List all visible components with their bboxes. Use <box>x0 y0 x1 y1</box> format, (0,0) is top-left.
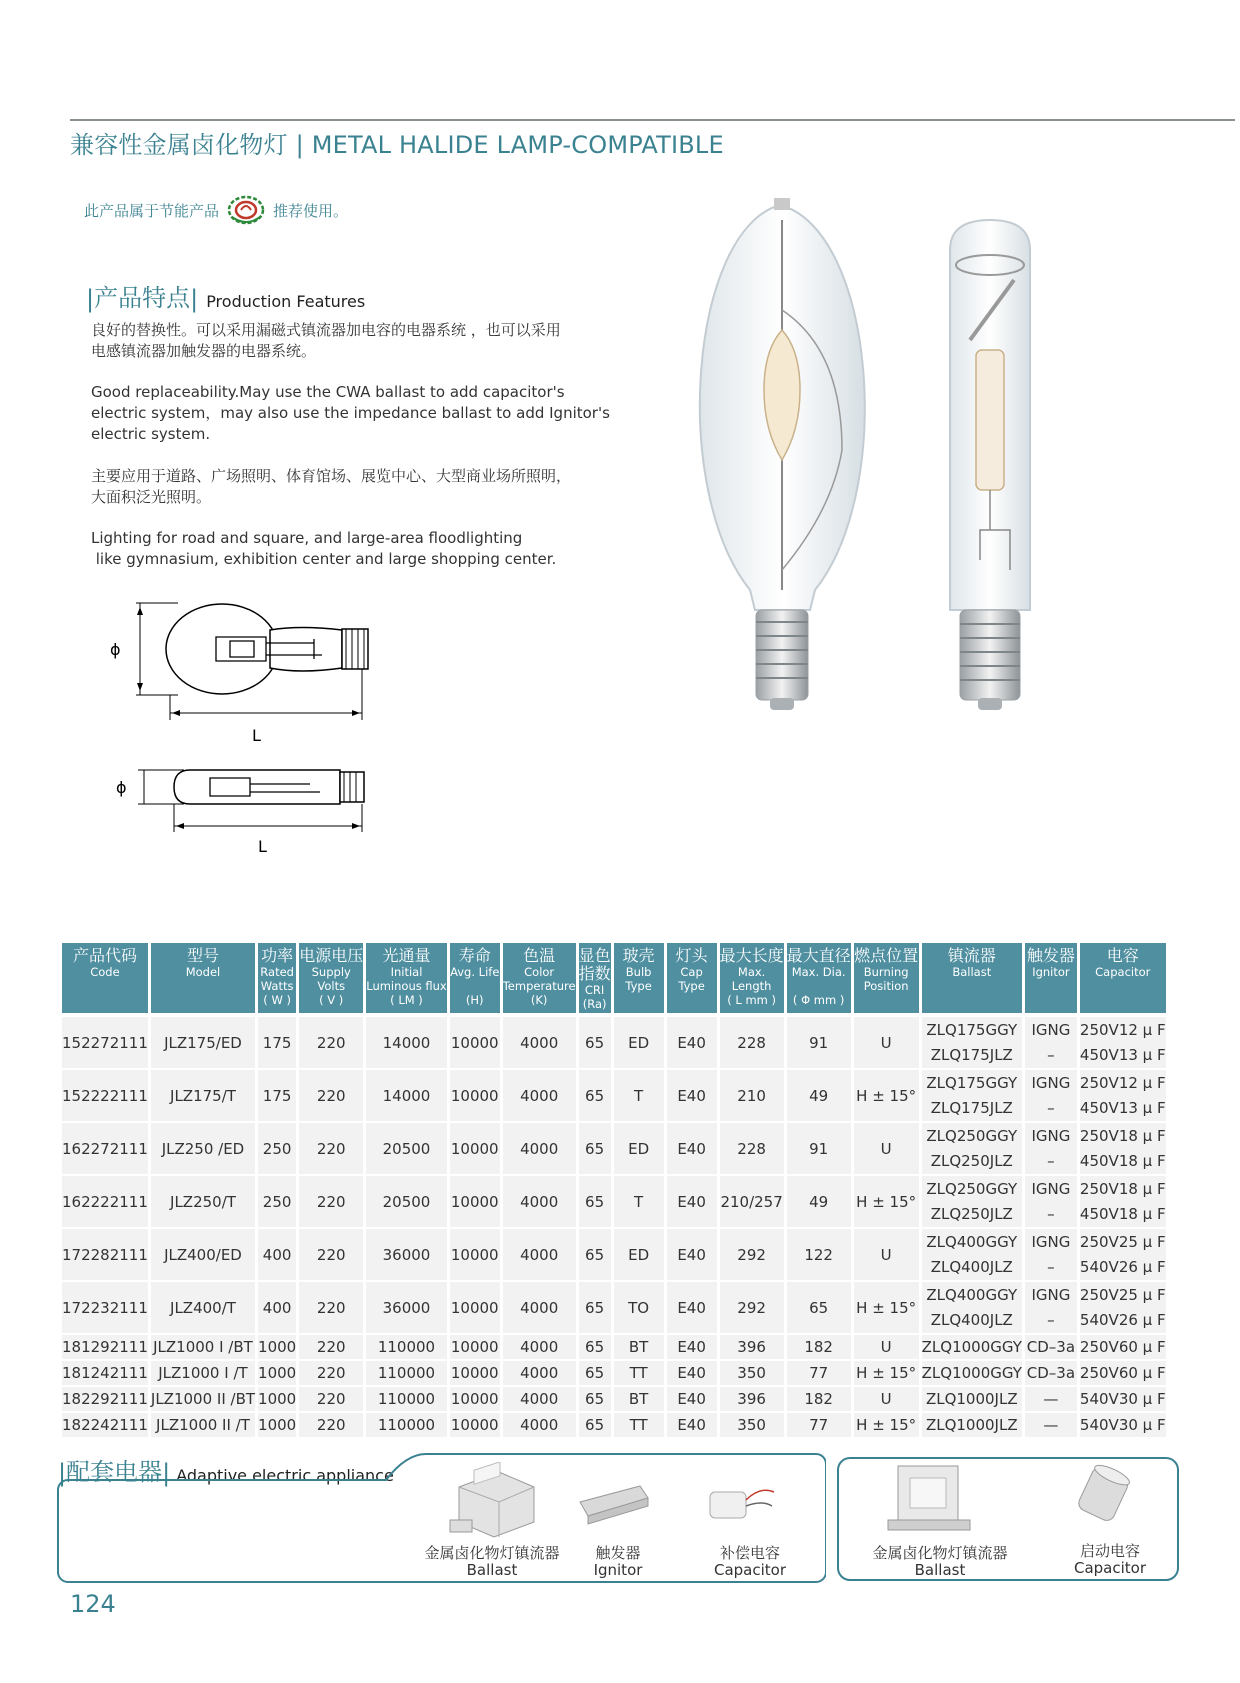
cell-watts: 1000 <box>258 1413 296 1439</box>
cell-watts: 250 <box>258 1176 296 1229</box>
cell-max-length: 292 <box>720 1229 784 1282</box>
cell-cri: 65 <box>579 1335 611 1361</box>
col-bulb: 玻壳 Bulb Type <box>614 943 664 1013</box>
cell-lumens: 20500 <box>366 1123 447 1176</box>
table-row <box>62 1123 1166 1176</box>
eco-right-text: 推荐使用。 <box>273 201 349 220</box>
eco-left-text: 此产品属于节能产品 <box>84 201 220 220</box>
cell-cap: E40 <box>667 1229 717 1282</box>
cell-code: 162272111 <box>62 1123 148 1176</box>
table-row <box>62 1176 1166 1229</box>
cell-max-length: 228 <box>720 1017 784 1070</box>
ed-phi-label: ϕ <box>110 640 121 659</box>
cell-max-dia: 49 <box>787 1070 851 1123</box>
cell-ballast: ZLQ175GGY ZLQ175JLZ <box>922 1017 1022 1070</box>
ed-lamp-dimension-diagram <box>100 595 400 745</box>
appliance-heading-en: Adaptive electric appliance <box>176 1466 394 1485</box>
capacitor-icon <box>700 1476 780 1532</box>
col-watts: 功率 Rated Watts ( W ) <box>258 943 296 1013</box>
cell-code: 181242111 <box>62 1361 148 1387</box>
cell-lumens: 110000 <box>366 1361 447 1387</box>
cell-code: 172282111 <box>62 1229 148 1282</box>
feature-paragraph-zh-1: 良好的替换性。可以采用漏磁式镇流器加电容的电器系统 ，也可以采用 电感镇流器加触发器的电器系统。 <box>91 321 561 360</box>
cell-bulb: TT <box>614 1361 664 1387</box>
col-max-dia: 最大直径 Max. Dia. ( Φ mm ) <box>787 943 851 1013</box>
cell-volts: 220 <box>299 1361 363 1387</box>
cell-ignitor: IGNG – <box>1025 1017 1077 1070</box>
cell-volts: 220 <box>299 1070 363 1123</box>
cell-ballast: ZLQ1000JLZ <box>922 1413 1022 1439</box>
cell-max-length: 350 <box>720 1361 784 1387</box>
cell-watts: 400 <box>258 1229 296 1282</box>
col-max-length: 最大长度 Max. Length ( L mm ) <box>720 943 784 1013</box>
ballast-icon <box>444 1462 544 1542</box>
col-code: 产品代码 Code <box>62 943 148 1013</box>
cell-burning-position: U <box>854 1123 919 1176</box>
page-number: 124 <box>70 1590 116 1618</box>
cell-max-dia: 91 <box>787 1017 851 1070</box>
cell-capacitor: 250V18 μ F 450V18 μ F <box>1080 1123 1166 1176</box>
energy-saving-logo-icon <box>227 195 265 225</box>
cell-volts: 220 <box>299 1017 363 1070</box>
cell-code: 162222111 <box>62 1176 148 1229</box>
cell-volts: 220 <box>299 1282 363 1335</box>
table-row <box>62 1229 1166 1282</box>
energy-saving-note <box>84 195 348 225</box>
spec-table <box>59 943 1169 1439</box>
cell-cri: 65 <box>579 1229 611 1282</box>
col-volts: 电源电压 Supply Volts ( V ) <box>299 943 363 1013</box>
cell-cap: E40 <box>667 1282 717 1335</box>
cell-burning-position: U <box>854 1229 919 1282</box>
cell-cri: 65 <box>579 1413 611 1439</box>
t-lamp-dimension-diagram <box>100 760 400 885</box>
cell-cap: E40 <box>667 1387 717 1413</box>
col-cri: 显色 指数 CRI (Ra) <box>579 943 611 1013</box>
t-lamp-photo <box>950 220 1030 710</box>
cell-max-length: 292 <box>720 1282 784 1335</box>
cell-bulb: TT <box>614 1413 664 1439</box>
cell-bulb: ED <box>614 1123 664 1176</box>
cell-model: JLZ250/T <box>151 1176 255 1229</box>
cell-bulb: TO <box>614 1282 664 1335</box>
cell-ballast: ZLQ1000GGY <box>922 1335 1022 1361</box>
cell-cri: 65 <box>579 1387 611 1413</box>
cell-ignitor: IGNG – <box>1025 1229 1077 1282</box>
cell-max-dia: 65 <box>787 1282 851 1335</box>
table-row <box>62 1335 1166 1361</box>
cell-ignitor: IGNG – <box>1025 1070 1077 1123</box>
cell-max-length: 210/257 <box>720 1176 784 1229</box>
cell-burning-position: H ± 15° <box>854 1070 919 1123</box>
cell-color-temp: 4000 <box>503 1070 576 1123</box>
cell-bulb: T <box>614 1176 664 1229</box>
cell-ballast: ZLQ250GGY ZLQ250JLZ <box>922 1176 1022 1229</box>
cell-model: JLZ250 /ED <box>151 1123 255 1176</box>
cell-life: 10000 <box>450 1335 500 1361</box>
cell-max-dia: 49 <box>787 1176 851 1229</box>
feature-paragraph-zh-2: 主要应用于道路、广场照明、体育馆场、展览中心、大型商业场所照明， 大面积泛光照明。 <box>91 467 572 506</box>
lamp-product-photo <box>660 190 1080 730</box>
cell-ignitor: — <box>1025 1387 1077 1413</box>
cell-volts: 220 <box>299 1229 363 1282</box>
cell-cap: E40 <box>667 1070 717 1123</box>
cell-code: 152222111 <box>62 1070 148 1123</box>
cell-model: JLZ175/T <box>151 1070 255 1123</box>
cell-max-length: 228 <box>720 1123 784 1176</box>
features-heading: | 产品特点 | Production Features <box>86 278 365 313</box>
cell-color-temp: 4000 <box>503 1123 576 1176</box>
cell-life: 10000 <box>450 1413 500 1439</box>
cell-volts: 220 <box>299 1335 363 1361</box>
cell-life: 10000 <box>450 1361 500 1387</box>
cell-cap: E40 <box>667 1335 717 1361</box>
col-burning-position: 燃点位置 Burning Position <box>854 943 919 1013</box>
cell-burning-position: U <box>854 1017 919 1070</box>
cell-ballast: ZLQ1000GGY <box>922 1361 1022 1387</box>
cell-max-dia: 182 <box>787 1387 851 1413</box>
cell-volts: 220 <box>299 1123 363 1176</box>
features-heading-en: Production Features <box>206 292 366 311</box>
cell-life: 10000 <box>450 1070 500 1123</box>
cell-lumens: 110000 <box>366 1335 447 1361</box>
table-row <box>62 1413 1166 1439</box>
cell-lumens: 14000 <box>366 1070 447 1123</box>
cell-cri: 65 <box>579 1017 611 1070</box>
cell-lumens: 110000 <box>366 1387 447 1413</box>
col-capacitor: 电容 Capacitor <box>1080 943 1166 1013</box>
cell-model: JLZ400/ED <box>151 1229 255 1282</box>
appliance-item-ballast-right: 金属卤化物灯镇流器 Ballast <box>872 1544 1008 1579</box>
cell-max-dia: 91 <box>787 1123 851 1176</box>
cell-life: 10000 <box>450 1387 500 1413</box>
cell-cap: E40 <box>667 1017 717 1070</box>
cell-burning-position: U <box>854 1387 919 1413</box>
cell-color-temp: 4000 <box>503 1387 576 1413</box>
col-ballast: 镇流器 Ballast <box>922 943 1022 1013</box>
cell-capacitor: 250V18 μ F 450V18 μ F <box>1080 1176 1166 1229</box>
cell-color-temp: 4000 <box>503 1229 576 1282</box>
cell-cri: 65 <box>579 1282 611 1335</box>
cell-color-temp: 4000 <box>503 1361 576 1387</box>
cell-cap: E40 <box>667 1176 717 1229</box>
appliance-item-ignitor: 触发器 Ignitor <box>593 1544 643 1579</box>
cell-watts: 1000 <box>258 1335 296 1361</box>
cell-cap: E40 <box>667 1123 717 1176</box>
cell-ignitor: IGNG – <box>1025 1282 1077 1335</box>
cell-watts: 1000 <box>258 1361 296 1387</box>
cell-max-length: 396 <box>720 1335 784 1361</box>
cell-cri: 65 <box>579 1070 611 1123</box>
cell-ballast: ZLQ250GGY ZLQ250JLZ <box>922 1123 1022 1176</box>
cell-model: JLZ1000 II /T <box>151 1413 255 1439</box>
cell-model: JLZ1000 II /BT <box>151 1387 255 1413</box>
ballast-right-icon <box>880 1458 980 1542</box>
cell-cap: E40 <box>667 1413 717 1439</box>
cell-code: 182292111 <box>62 1387 148 1413</box>
cell-cri: 65 <box>579 1176 611 1229</box>
cell-life: 10000 <box>450 1123 500 1176</box>
cell-max-length: 350 <box>720 1413 784 1439</box>
cell-code: 182242111 <box>62 1413 148 1439</box>
cell-cap: E40 <box>667 1361 717 1387</box>
features-heading-zh: 产品特点 <box>94 284 191 312</box>
cell-max-dia: 182 <box>787 1335 851 1361</box>
col-cap: 灯头 Cap Type <box>667 943 717 1013</box>
cell-lumens: 110000 <box>366 1413 447 1439</box>
cell-ignitor: CD–3a <box>1025 1361 1077 1387</box>
cell-max-dia: 122 <box>787 1229 851 1282</box>
start-capacitor-icon <box>1070 1460 1140 1530</box>
ed-lamp-photo <box>700 198 865 710</box>
cell-watts: 400 <box>258 1282 296 1335</box>
feature-paragraph-en-1: Good replaceability.May use the CWA ballast to add capacitor's electric system，may also use the impedance ballast to add Ignitor's electric system. <box>91 383 610 443</box>
header-rule <box>70 119 1235 121</box>
cell-color-temp: 4000 <box>503 1413 576 1439</box>
cell-ignitor: IGNG – <box>1025 1176 1077 1229</box>
cell-burning-position: H ± 15° <box>854 1413 919 1439</box>
cell-capacitor: 250V60 μ F <box>1080 1335 1166 1361</box>
appliance-item-start-capacitor: 启动电容 Capacitor <box>1073 1542 1147 1577</box>
cell-max-length: 210 <box>720 1070 784 1123</box>
cell-model: JLZ1000 I /T <box>151 1361 255 1387</box>
cell-model: JLZ175/ED <box>151 1017 255 1070</box>
feature-paragraph-en-2: Lighting for road and square, and large-area floodlighting like gymnasium, exhibition center and large shopping center. <box>91 529 557 568</box>
cell-watts: 1000 <box>258 1387 296 1413</box>
cell-lumens: 20500 <box>366 1176 447 1229</box>
cell-ballast: ZLQ1000JLZ <box>922 1387 1022 1413</box>
cell-volts: 220 <box>299 1413 363 1439</box>
table-row <box>62 1361 1166 1387</box>
cell-life: 10000 <box>450 1017 500 1070</box>
cell-burning-position: H ± 15° <box>854 1176 919 1229</box>
cell-lumens: 14000 <box>366 1017 447 1070</box>
appliance-heading-zh: 配套电器 <box>66 1458 163 1486</box>
cell-life: 10000 <box>450 1176 500 1229</box>
cell-color-temp: 4000 <box>503 1335 576 1361</box>
cell-code: 152272111 <box>62 1017 148 1070</box>
col-color-temp: 色温 Color Temperature (K) <box>503 943 576 1013</box>
table-row <box>62 1282 1166 1335</box>
cell-ignitor: CD–3a <box>1025 1335 1077 1361</box>
t-phi-label: ϕ <box>116 778 127 797</box>
cell-code: 181292111 <box>62 1335 148 1361</box>
cell-bulb: BT <box>614 1387 664 1413</box>
cell-life: 10000 <box>450 1282 500 1335</box>
cell-lumens: 36000 <box>366 1282 447 1335</box>
appliance-item-ballast: 金属卤化物灯镇流器 Ballast <box>424 1544 560 1579</box>
cell-capacitor: 540V30 μ F <box>1080 1387 1166 1413</box>
appliance-item-capacitor: 补偿电容 Capacitor <box>713 1544 787 1579</box>
cell-burning-position: H ± 15° <box>854 1282 919 1335</box>
col-model: 型号 Model <box>151 943 255 1013</box>
cell-watts: 175 <box>258 1070 296 1123</box>
page-title: 兼容性金属卤化物灯 | METAL HALIDE LAMP-COMPATIBLE <box>70 131 724 159</box>
cell-capacitor: 540V30 μ F <box>1080 1413 1166 1439</box>
cell-max-dia: 77 <box>787 1413 851 1439</box>
table-row <box>62 1070 1166 1123</box>
cell-ballast: ZLQ400GGY ZLQ400JLZ <box>922 1229 1022 1282</box>
cell-ballast: ZLQ175GGY ZLQ175JLZ <box>922 1070 1022 1123</box>
cell-capacitor: 250V12 μ F 450V13 μ F <box>1080 1017 1166 1070</box>
t-length-label: L <box>258 837 267 856</box>
table-row <box>62 1017 1166 1070</box>
cell-lumens: 36000 <box>366 1229 447 1282</box>
cell-color-temp: 4000 <box>503 1017 576 1070</box>
cell-bulb: BT <box>614 1335 664 1361</box>
appliance-heading: | 配套电器 | Adaptive electric appliance <box>58 1452 394 1487</box>
cell-bulb: ED <box>614 1017 664 1070</box>
cell-max-dia: 77 <box>787 1361 851 1387</box>
cell-capacitor: 250V25 μ F 540V26 μ F <box>1080 1229 1166 1282</box>
cell-volts: 220 <box>299 1176 363 1229</box>
col-ignitor: 触发器 Ignitor <box>1025 943 1077 1013</box>
cell-burning-position: U <box>854 1335 919 1361</box>
cell-capacitor: 250V25 μ F 540V26 μ F <box>1080 1282 1166 1335</box>
spec-table-body <box>62 1017 1166 1439</box>
col-life: 寿命 Avg. Life (H) <box>450 943 500 1013</box>
cell-cri: 65 <box>579 1361 611 1387</box>
cell-model: JLZ1000 I /BT <box>151 1335 255 1361</box>
ignitor-icon <box>574 1480 654 1530</box>
cell-ignitor: — <box>1025 1413 1077 1439</box>
cell-max-length: 396 <box>720 1387 784 1413</box>
cell-life: 10000 <box>450 1229 500 1282</box>
cell-volts: 220 <box>299 1387 363 1413</box>
cell-bulb: ED <box>614 1229 664 1282</box>
cell-model: JLZ400/T <box>151 1282 255 1335</box>
cell-ignitor: IGNG – <box>1025 1123 1077 1176</box>
cell-code: 172232111 <box>62 1282 148 1335</box>
cell-ballast: ZLQ400GGY ZLQ400JLZ <box>922 1282 1022 1335</box>
cell-watts: 250 <box>258 1123 296 1176</box>
ed-length-label: L <box>252 726 261 745</box>
cell-watts: 175 <box>258 1017 296 1070</box>
cell-cri: 65 <box>579 1123 611 1176</box>
cell-capacitor: 250V60 μ F <box>1080 1361 1166 1387</box>
cell-burning-position: H ± 15° <box>854 1361 919 1387</box>
cell-color-temp: 4000 <box>503 1282 576 1335</box>
cell-bulb: T <box>614 1070 664 1123</box>
table-row <box>62 1387 1166 1413</box>
col-lumens: 光通量 Initial Luminous flux ( LM ) <box>366 943 447 1013</box>
cell-capacitor: 250V12 μ F 450V13 μ F <box>1080 1070 1166 1123</box>
cell-color-temp: 4000 <box>503 1176 576 1229</box>
spec-header-row <box>62 943 1166 1013</box>
